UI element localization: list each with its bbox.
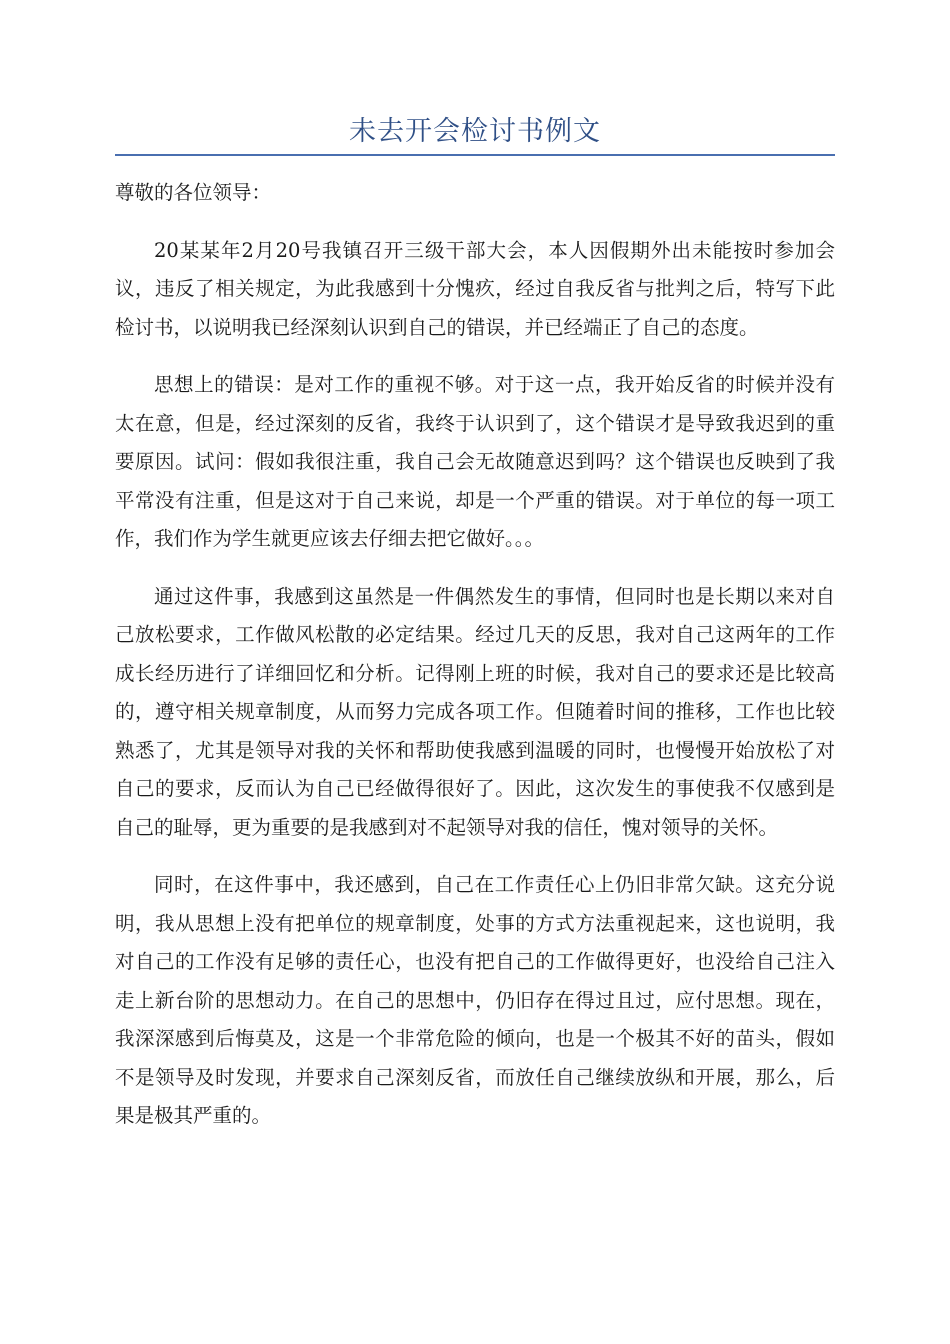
salutation: 尊敬的各位领导： [115,181,272,204]
document-title: 未去开会检讨书例文 [349,116,601,147]
document-body [115,174,835,1155]
body-paragraph: 20某某年2月20号我镇召开三级干部大会，本人因假期外出未能按时参加会议，违反了相关规定，为此我感到十分愧疚，经过自我反省与批判之后，特写下此检讨书，以说明我已经深刻认识到自己的错误，并已经端正了自己的态度。 [115,238,835,339]
title-underline-divider [115,154,835,156]
body-paragraph: 思想上的错误：是对工作的重视不够。对于这一点，我开始反省的时候并没有太在意，但是，经过深刻的反省，我终于认识到了，这个错误才是导致我迟到的重要原因。试问：假如我很注重，我自己会无故随意迟到吗？这个错误也反映到了我平常没有注重，但是这对于自己来说，却是一个严重的错误。对于单位的每一项工作，我们作为学生就更应该去仔细去把它做好。。。 [115,373,835,550]
body-paragraph: 通过这件事，我感到这虽然是一件偶然发生的事情，但同时也是长期以来对自己放松要求，工作做风松散的必定结果。经过几天的反思，我对自己这两年的工作成长经历进行了详细回忆和分析。记得刚上班的时候，我对自己的要求还是比较高的，遵守相关规章制度，从而努力完成各项工作。但随着时间的推移，工作也比较熟悉了，尤其是领导对我的关怀和帮助使我感到温暖的同时，也慢慢开始放松了对自己的要求，反而认为自己已经做得很好了。因此，这次发生的事使我不仅感到是自己的耻辱，更为重要的是我感到对不起领导对我的信任，愧对领导的关怀。 [115,584,835,839]
body-paragraph: 同时，在这件事中，我还感到，自己在工作责任心上仍旧非常欠缺。这充分说明，我从思想上没有把单位的规章制度，处事的方式方法重视起来，这也说明，我对自己的工作没有足够的责任心，也没有把自己的工作做得更好，也没给自己注入走上新台阶的思想动力。在自己的思想中，仍旧存在得过且过，应付思想。现在，我深深感到后悔莫及，这是一个非常危险的倾向，也是一个极其不好的苗头，假如不是领导及时发现，并要求自己深刻反省，而放任自己继续放纵和开展，那么，后果是极其严重的。 [115,873,835,1127]
